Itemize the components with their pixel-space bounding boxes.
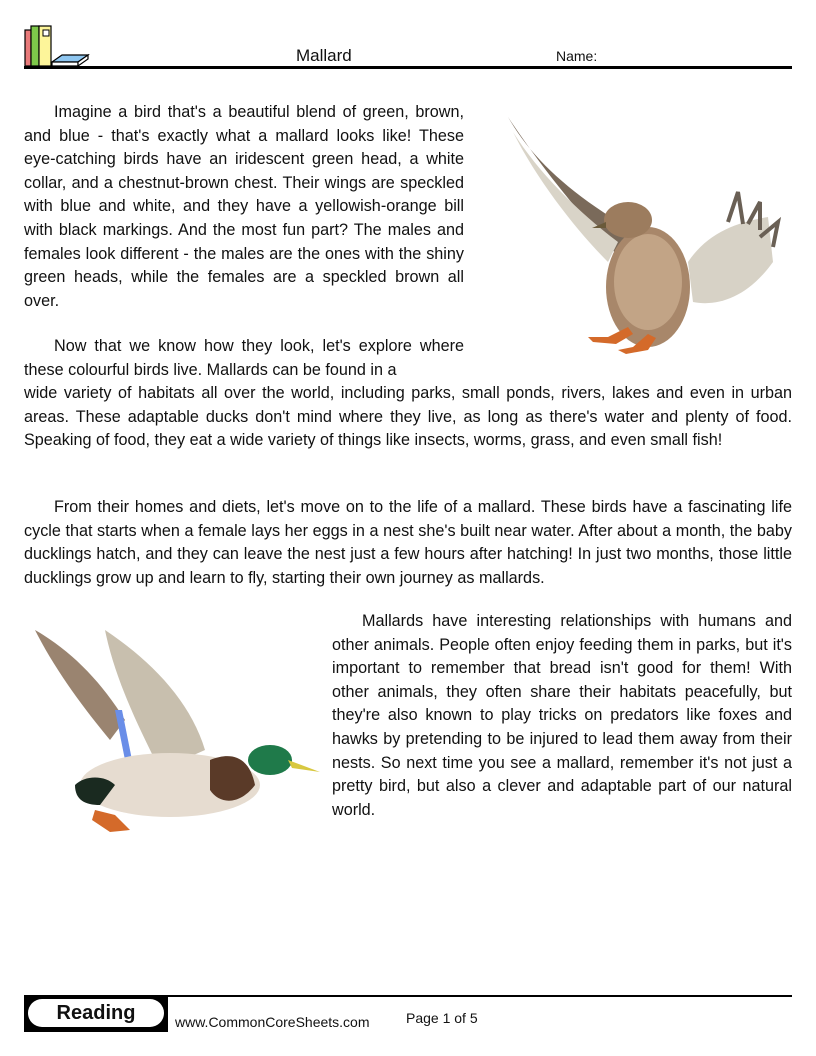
paragraph-habitat-intro: Now that we know how they look, let's explore where these colourful birds live. Mallards can be found in a: [24, 337, 464, 379]
reading-badge-label: Reading: [28, 999, 164, 1027]
male-mallard-image: [30, 620, 325, 850]
paragraph-habitat: wide variety of habitats all over the world, including parks, small ponds, rivers, lakes and even in urban areas. These adaptable ducks don't mind where they live, as long as there's water and plenty of food. Speaking of food, they eat a wide variety of things like insects, worms, grass, and even small fish!: [24, 384, 792, 450]
header-divider: [24, 66, 792, 69]
name-field-label: Name:: [556, 48, 598, 64]
paragraph-relationships: Mallards have interesting relationships with humans and other animals. People often enjoy feeding them in parks, but it's important to remember that bread isn't good for them! With other animals, they often share their habitats peacefully, but they're also known to play tricks on predators like foxes and hawks by pretending to be injured to lead them away from their nests. So next time you see a mallard, remember it's not just a pretty bird, but also a clever and adaptable part of our natural world.: [332, 612, 792, 819]
paragraph-appearance: Imagine a bird that's a beautiful blend of green, brown, and blue - that's exactly what a mallard looks like! These eye-catching birds have an iridescent green head, a white collar, and a chestnut-brown chest. Their wings are speckled with blue and white, and they have a yellowish-orange bill with black markings. And the most fun part? The males and females look different - the males are the ones with the shiny green heads, while the females are a speckled brown all over.: [24, 103, 464, 310]
page-header: [24, 24, 792, 70]
books-icon: [24, 24, 104, 68]
paragraph-life-cycle: From their homes and diets, let's move on to the life of a mallard. These birds have a fascinating life cycle that starts when a female lays her eggs in a nest she's built near water. After about a month, the baby ducklings hatch, and they can leave the nest just a few hours after hatching! In just two months, those little ducklings grow up and learn to fly, starting their own journey as mallards.: [24, 498, 792, 587]
female-mallard-image: [498, 112, 783, 357]
site-url: www.CommonCoreSheets.com: [175, 1014, 370, 1030]
reading-badge: [24, 996, 168, 1032]
page-title: Mallard: [296, 46, 352, 65]
page-number: Page 1 of 5: [406, 1010, 478, 1026]
